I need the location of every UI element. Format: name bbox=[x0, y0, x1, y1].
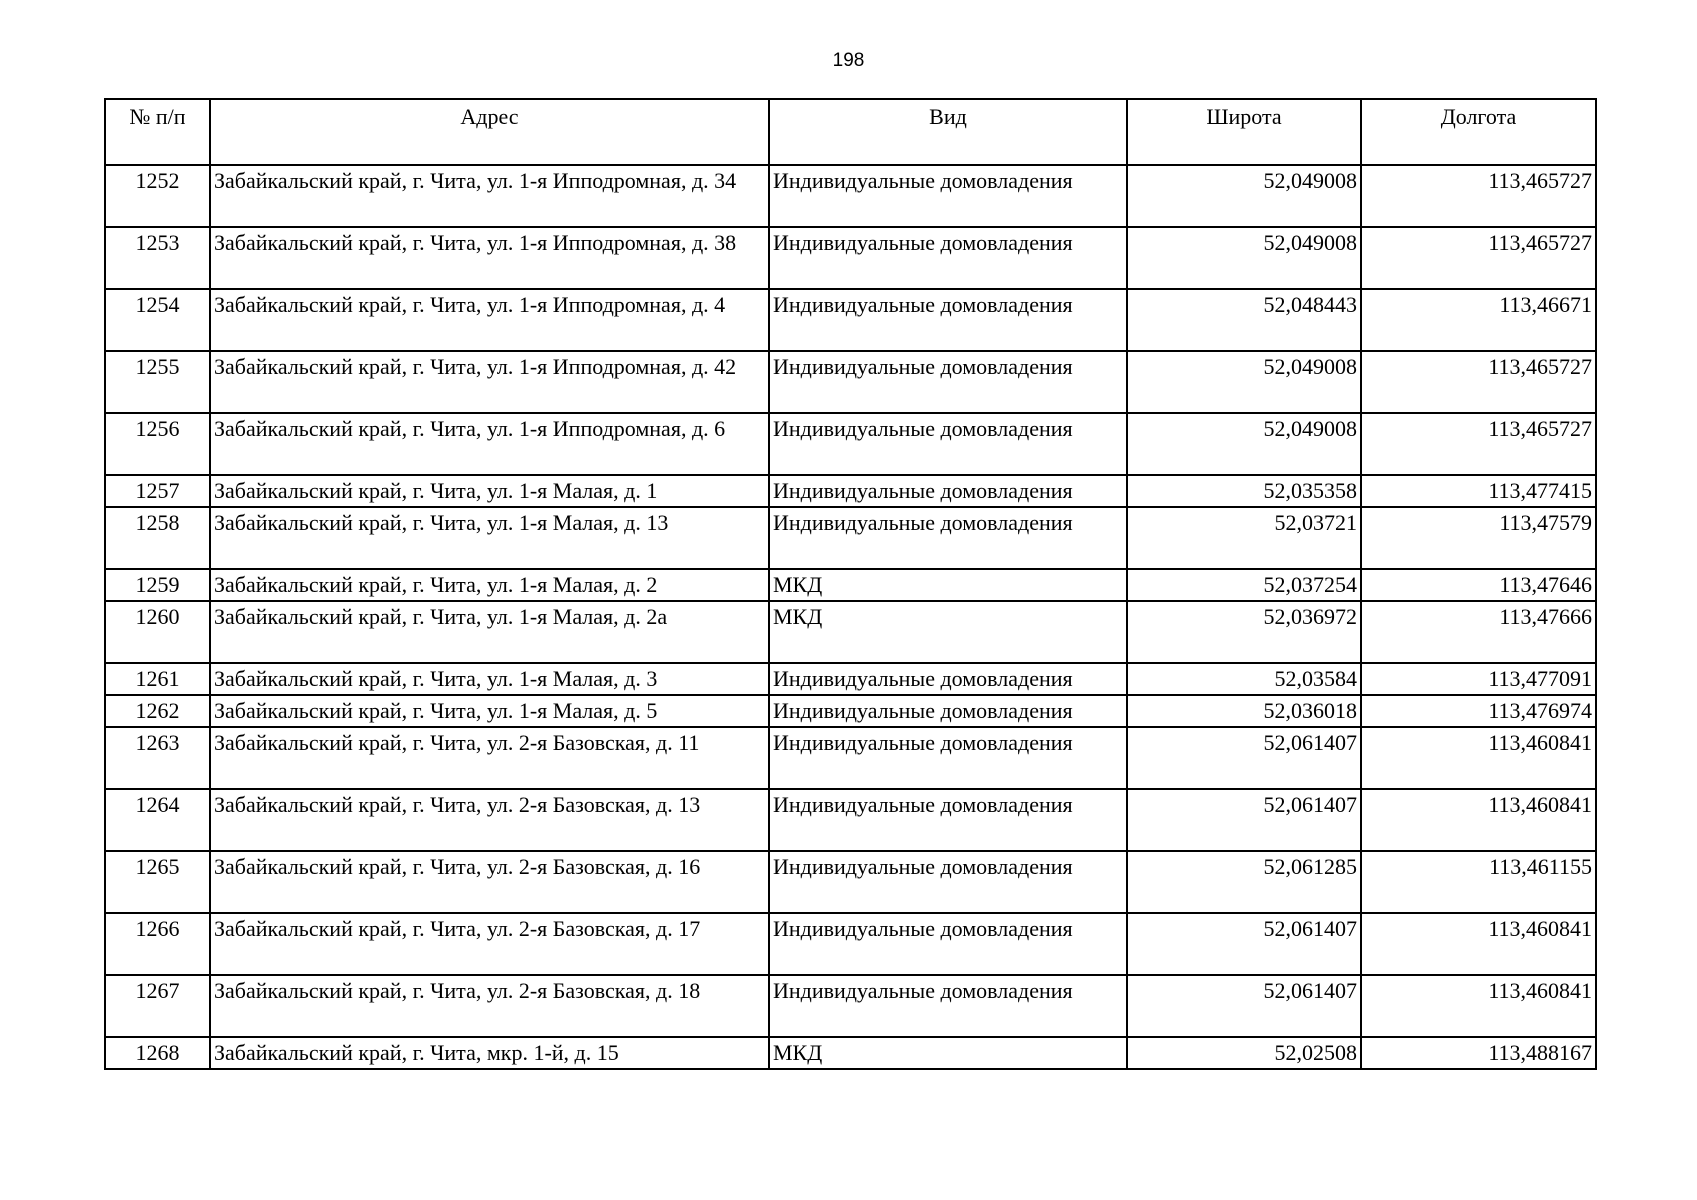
header-longitude: Долгота bbox=[1361, 99, 1596, 165]
cell-type: Индивидуальные домовладения bbox=[769, 789, 1127, 851]
cell-longitude: 113,460841 bbox=[1361, 727, 1596, 789]
cell-longitude: 113,460841 bbox=[1361, 789, 1596, 851]
cell-longitude: 113,460841 bbox=[1361, 975, 1596, 1037]
cell-latitude: 52,049008 bbox=[1127, 165, 1361, 227]
cell-type: МКД bbox=[769, 569, 1127, 601]
table-header-row bbox=[105, 99, 1596, 165]
cell-num: 1254 bbox=[105, 289, 210, 351]
cell-num: 1252 bbox=[105, 165, 210, 227]
cell-num: 1255 bbox=[105, 351, 210, 413]
cell-latitude: 52,037254 bbox=[1127, 569, 1361, 601]
cell-address: Забайкальский край, г. Чита, ул. 1-я Ипподромная, д. 34 bbox=[210, 165, 769, 227]
cell-latitude: 52,049008 bbox=[1127, 351, 1361, 413]
cell-longitude: 113,477415 bbox=[1361, 475, 1596, 507]
cell-longitude: 113,465727 bbox=[1361, 165, 1596, 227]
cell-num: 1268 bbox=[105, 1037, 210, 1069]
cell-longitude: 113,47579 bbox=[1361, 507, 1596, 569]
cell-latitude: 52,036018 bbox=[1127, 695, 1361, 727]
cell-type: Индивидуальные домовладения bbox=[769, 413, 1127, 475]
cell-latitude: 52,049008 bbox=[1127, 413, 1361, 475]
cell-num: 1257 bbox=[105, 475, 210, 507]
cell-latitude: 52,03721 bbox=[1127, 507, 1361, 569]
table-row bbox=[105, 351, 1596, 413]
cell-address: Забайкальский край, г. Чита, ул. 1-я Малая, д. 3 bbox=[210, 663, 769, 695]
cell-address: Забайкальский край, г. Чита, ул. 1-я Малая, д. 13 bbox=[210, 507, 769, 569]
cell-address: Забайкальский край, г. Чита, ул. 2-я Базовская, д. 16 bbox=[210, 851, 769, 913]
cell-type: Индивидуальные домовладения bbox=[769, 727, 1127, 789]
table-row bbox=[105, 569, 1596, 601]
table-row bbox=[105, 695, 1596, 727]
cell-latitude: 52,02508 bbox=[1127, 1037, 1361, 1069]
cell-num: 1256 bbox=[105, 413, 210, 475]
table-row bbox=[105, 851, 1596, 913]
header-type: Вид bbox=[769, 99, 1127, 165]
cell-latitude: 52,035358 bbox=[1127, 475, 1361, 507]
table-row bbox=[105, 1037, 1596, 1069]
table-row bbox=[105, 289, 1596, 351]
header-num: № п/п bbox=[105, 99, 210, 165]
cell-address: Забайкальский край, г. Чита, ул. 2-я Базовская, д. 11 bbox=[210, 727, 769, 789]
cell-num: 1259 bbox=[105, 569, 210, 601]
cell-address: Забайкальский край, г. Чита, ул. 1-я Ипподромная, д. 42 bbox=[210, 351, 769, 413]
cell-longitude: 113,476974 bbox=[1361, 695, 1596, 727]
cell-longitude: 113,47646 bbox=[1361, 569, 1596, 601]
cell-longitude: 113,465727 bbox=[1361, 227, 1596, 289]
cell-longitude: 113,46671 bbox=[1361, 289, 1596, 351]
cell-address: Забайкальский край, г. Чита, ул. 1-я Малая, д. 2а bbox=[210, 601, 769, 663]
cell-latitude: 52,061407 bbox=[1127, 975, 1361, 1037]
cell-address: Забайкальский край, г. Чита, ул. 1-я Малая, д. 1 bbox=[210, 475, 769, 507]
table-row bbox=[105, 165, 1596, 227]
table-row bbox=[105, 227, 1596, 289]
cell-address: Забайкальский край, г. Чита, ул. 2-я Базовская, д. 17 bbox=[210, 913, 769, 975]
cell-longitude: 113,461155 bbox=[1361, 851, 1596, 913]
cell-type: Индивидуальные домовладения bbox=[769, 695, 1127, 727]
cell-type: МКД bbox=[769, 1037, 1127, 1069]
cell-address: Забайкальский край, г. Чита, ул. 1-я Ипподромная, д. 38 bbox=[210, 227, 769, 289]
cell-type: Индивидуальные домовладения bbox=[769, 289, 1127, 351]
cell-longitude: 113,477091 bbox=[1361, 663, 1596, 695]
cell-longitude: 113,465727 bbox=[1361, 351, 1596, 413]
cell-type: Индивидуальные домовладения bbox=[769, 663, 1127, 695]
cell-longitude: 113,47666 bbox=[1361, 601, 1596, 663]
cell-latitude: 52,03584 bbox=[1127, 663, 1361, 695]
cell-latitude: 52,061407 bbox=[1127, 789, 1361, 851]
cell-num: 1260 bbox=[105, 601, 210, 663]
cell-type: Индивидуальные домовладения bbox=[769, 475, 1127, 507]
cell-address: Забайкальский край, г. Чита, ул. 1-я Ипподромная, д. 4 bbox=[210, 289, 769, 351]
cell-type: МКД bbox=[769, 601, 1127, 663]
cell-latitude: 52,048443 bbox=[1127, 289, 1361, 351]
cell-latitude: 52,049008 bbox=[1127, 227, 1361, 289]
cell-address: Забайкальский край, г. Чита, мкр. 1-й, д. 15 bbox=[210, 1037, 769, 1069]
cell-num: 1253 bbox=[105, 227, 210, 289]
table-row bbox=[105, 413, 1596, 475]
cell-type: Индивидуальные домовладения bbox=[769, 351, 1127, 413]
table-row bbox=[105, 507, 1596, 569]
cell-type: Индивидуальные домовладения bbox=[769, 975, 1127, 1037]
page-number: 198 bbox=[832, 50, 865, 71]
cell-type: Индивидуальные домовладения bbox=[769, 851, 1127, 913]
header-latitude: Широта bbox=[1127, 99, 1361, 165]
cell-type: Индивидуальные домовладения bbox=[769, 507, 1127, 569]
cell-address: Забайкальский край, г. Чита, ул. 2-я Базовская, д. 18 bbox=[210, 975, 769, 1037]
cell-longitude: 113,465727 bbox=[1361, 413, 1596, 475]
cell-type: Индивидуальные домовладения bbox=[769, 165, 1127, 227]
table-row bbox=[105, 727, 1596, 789]
table-row bbox=[105, 475, 1596, 507]
cell-address: Забайкальский край, г. Чита, ул. 1-я Малая, д. 2 bbox=[210, 569, 769, 601]
table-row bbox=[105, 663, 1596, 695]
cell-num: 1262 bbox=[105, 695, 210, 727]
cell-num: 1265 bbox=[105, 851, 210, 913]
cell-latitude: 52,061407 bbox=[1127, 727, 1361, 789]
table-row bbox=[105, 601, 1596, 663]
cell-longitude: 113,488167 bbox=[1361, 1037, 1596, 1069]
header-address: Адрес bbox=[210, 99, 769, 165]
table-row bbox=[105, 789, 1596, 851]
cell-latitude: 52,061407 bbox=[1127, 913, 1361, 975]
cell-latitude: 52,061285 bbox=[1127, 851, 1361, 913]
cell-latitude: 52,036972 bbox=[1127, 601, 1361, 663]
table-row bbox=[105, 913, 1596, 975]
cell-num: 1258 bbox=[105, 507, 210, 569]
cell-address: Забайкальский край, г. Чита, ул. 1-я Ипподромная, д. 6 bbox=[210, 413, 769, 475]
cell-address: Забайкальский край, г. Чита, ул. 1-я Малая, д. 5 bbox=[210, 695, 769, 727]
cell-num: 1264 bbox=[105, 789, 210, 851]
cell-longitude: 113,460841 bbox=[1361, 913, 1596, 975]
cell-num: 1261 bbox=[105, 663, 210, 695]
cell-type: Индивидуальные домовладения bbox=[769, 913, 1127, 975]
cell-num: 1267 bbox=[105, 975, 210, 1037]
cell-num: 1263 bbox=[105, 727, 210, 789]
cell-type: Индивидуальные домовладения bbox=[769, 227, 1127, 289]
table-row bbox=[105, 975, 1596, 1037]
cell-address: Забайкальский край, г. Чита, ул. 2-я Базовская, д. 13 bbox=[210, 789, 769, 851]
cell-num: 1266 bbox=[105, 913, 210, 975]
address-register-table bbox=[104, 98, 1597, 1070]
